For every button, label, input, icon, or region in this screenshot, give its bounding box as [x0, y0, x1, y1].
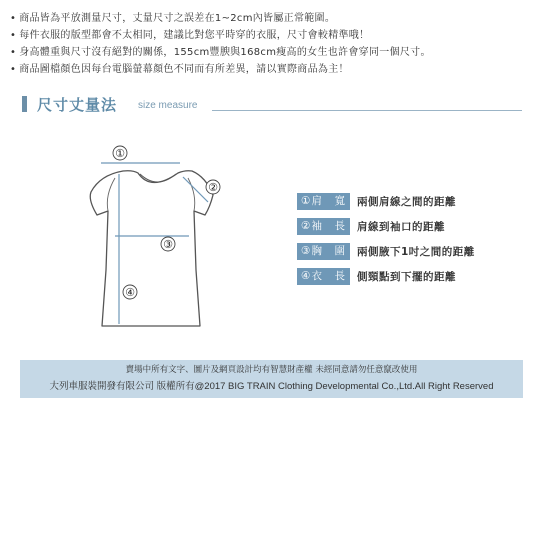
footer-notice: 賣場中所有文字、圖片及網頁設計均有智慧財產權 未經同意請勿任意竄改使用	[125, 365, 418, 375]
legend-description: 兩側肩線之間的距離	[357, 196, 456, 208]
note-item: • 商品圖檔顏色因每台電腦螢幕顏色不同而有所差異，請以實際商品為主！	[10, 61, 525, 78]
measurement-legend	[297, 193, 527, 293]
section-header	[22, 95, 522, 115]
footer-copyright: 大列車服裝開發有限公司 版權所有@2017 BIG TRAIN Clothing Developmental Co.,Ltd.All Right Reserved	[49, 381, 494, 392]
note-item: • 每件衣服的版型都會不太相同，建議比對您平時穿的衣服，尺寸會較精準哦！	[10, 27, 525, 44]
garment-diagram	[75, 140, 230, 330]
title-divider	[212, 110, 522, 111]
title-accent-bar	[22, 96, 27, 112]
tshirt-illustration	[75, 140, 230, 330]
note-item: • 商品皆為平放測量尺寸，丈量尺寸之誤差在1~2cm內皆屬正常範圍。	[10, 10, 525, 27]
section-subtitle: size measure	[138, 100, 198, 111]
legend-description: 側頸點到下擺的距離	[357, 271, 456, 283]
marker-4: ④	[125, 286, 135, 299]
note-item: • 身高體重與尺寸沒有絕對的關係，155cm豐腴與168cm瘦高的女生也許會穿同一個尺寸。	[10, 44, 525, 61]
legend-tag: ①肩 寬	[297, 193, 350, 210]
legend-tag: ③胸 圍	[297, 243, 350, 260]
legend-description: 肩線到袖口的距離	[357, 221, 445, 233]
legend-tag: ④衣 長	[297, 268, 350, 285]
legend-description: 兩側腋下1吋之間的距離	[357, 246, 475, 258]
legend-item-sleeve	[297, 218, 527, 237]
legend-item-length	[297, 268, 527, 287]
legend-tag: ②袖 長	[297, 218, 350, 235]
marker-2: ②	[208, 181, 218, 194]
marker-1: ①	[115, 147, 125, 160]
legend-item-chest	[297, 243, 527, 262]
copyright-footer	[20, 360, 523, 398]
legend-item-shoulder	[297, 193, 527, 212]
notes-section	[10, 10, 525, 78]
marker-3: ③	[163, 238, 173, 251]
section-title: 尺寸丈量法	[37, 96, 118, 114]
